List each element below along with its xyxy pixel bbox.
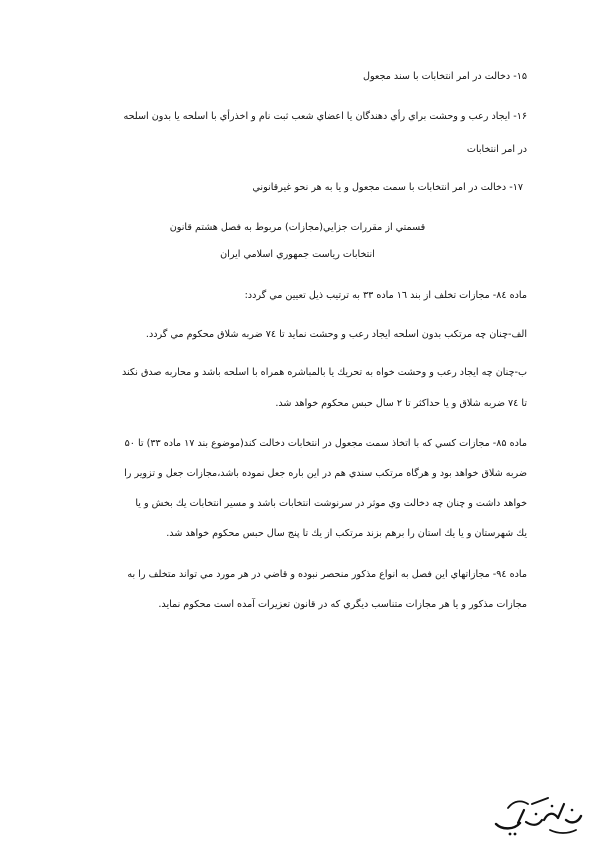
logo-calligraphy-icon — [488, 790, 588, 840]
item-16-line-1: ۱۶- ایجاد رعب و وحشت براي رأي دهندگان يا اعضاي شعب ثبت نام و اخذرأي با اسلحه يا بدون اسلحه — [123, 111, 527, 122]
article-84-be-line-2: تا ٧٤ ضربه شلاق و يا حداكثر تا ۲ سال حبس محكوم خواهد شد. — [275, 398, 527, 409]
article-85-line-1: ماده ۸۵- مجازات كسي كه با اتخاذ سمت مجعول در انتخابات دخالت كند(موضوع بند ۱٧ ماده ۳۳) تا ۵۰ — [124, 438, 527, 449]
item-16-line-2: در امر انتخابات — [466, 144, 527, 155]
article-84-be-line-1: ب-چنان چه ايجاد رعب و وحشت خواه به تحريك يا بالمباشره همراه با اسلحه باشد و محاربه صدق نكند — [122, 367, 527, 378]
heading-line-1: قسمتي از مقررات جزايي(مجازات) مربوط به فصل هشتم قانون — [169, 222, 426, 233]
item-17: ۱۷- دخالت در امر انتخابات با سمت مجعول و يا به هر نحو غيرقانوني — [252, 182, 523, 193]
item-15: ۱۵- دخالت در امر انتخابات با سند مجعول — [362, 71, 527, 82]
article-94-line-1: ماده ۹٤- مجازاتهاي اين فصل به انواع مذكور منحصر نبوده و قاضي در هر مورد مي تواند متخلف را به — [127, 569, 527, 580]
governorate-logo — [488, 790, 588, 840]
article-85-line-2: ضربه شلاق خواهد بود و هرگاه مرتكب سندي هم در اين باره جعل نموده باشد،مجازات جعل و تزوير را — [124, 468, 527, 479]
article-94-line-2: مجازات مذكور و يا هر مجازات متناسب ديگري كه در قانون تعزيرات آمده است محكوم نمايد. — [158, 599, 527, 610]
article-85-line-4: يك شهرستان و يا يك استان را برهم بزند مرتكب از يك تا پنج سال حبس محكوم خواهد شد. — [166, 528, 527, 539]
article-85-line-3: خواهد داشت و چنان چه دخالت وي موثر در سرنوشت انتخابات باشد و مسير انتخابات يك بخش و يا — [135, 498, 527, 509]
heading-line-2: انتخابات رياست جمهوري اسلامي ايران — [220, 249, 375, 260]
article-84-intro: ماده ۸٤- مجازات تخلف از بند ۱٦ ماده ۳۳ به ترتيب ذيل تعيين مي گردد: — [244, 290, 527, 301]
article-84-alef: الف-چنان چه مرتكب بدون اسلحه ايجاد رعب و وحشت نمايد تا ٧٤ ضربه شلاق محكوم مي گردد. — [145, 329, 527, 340]
